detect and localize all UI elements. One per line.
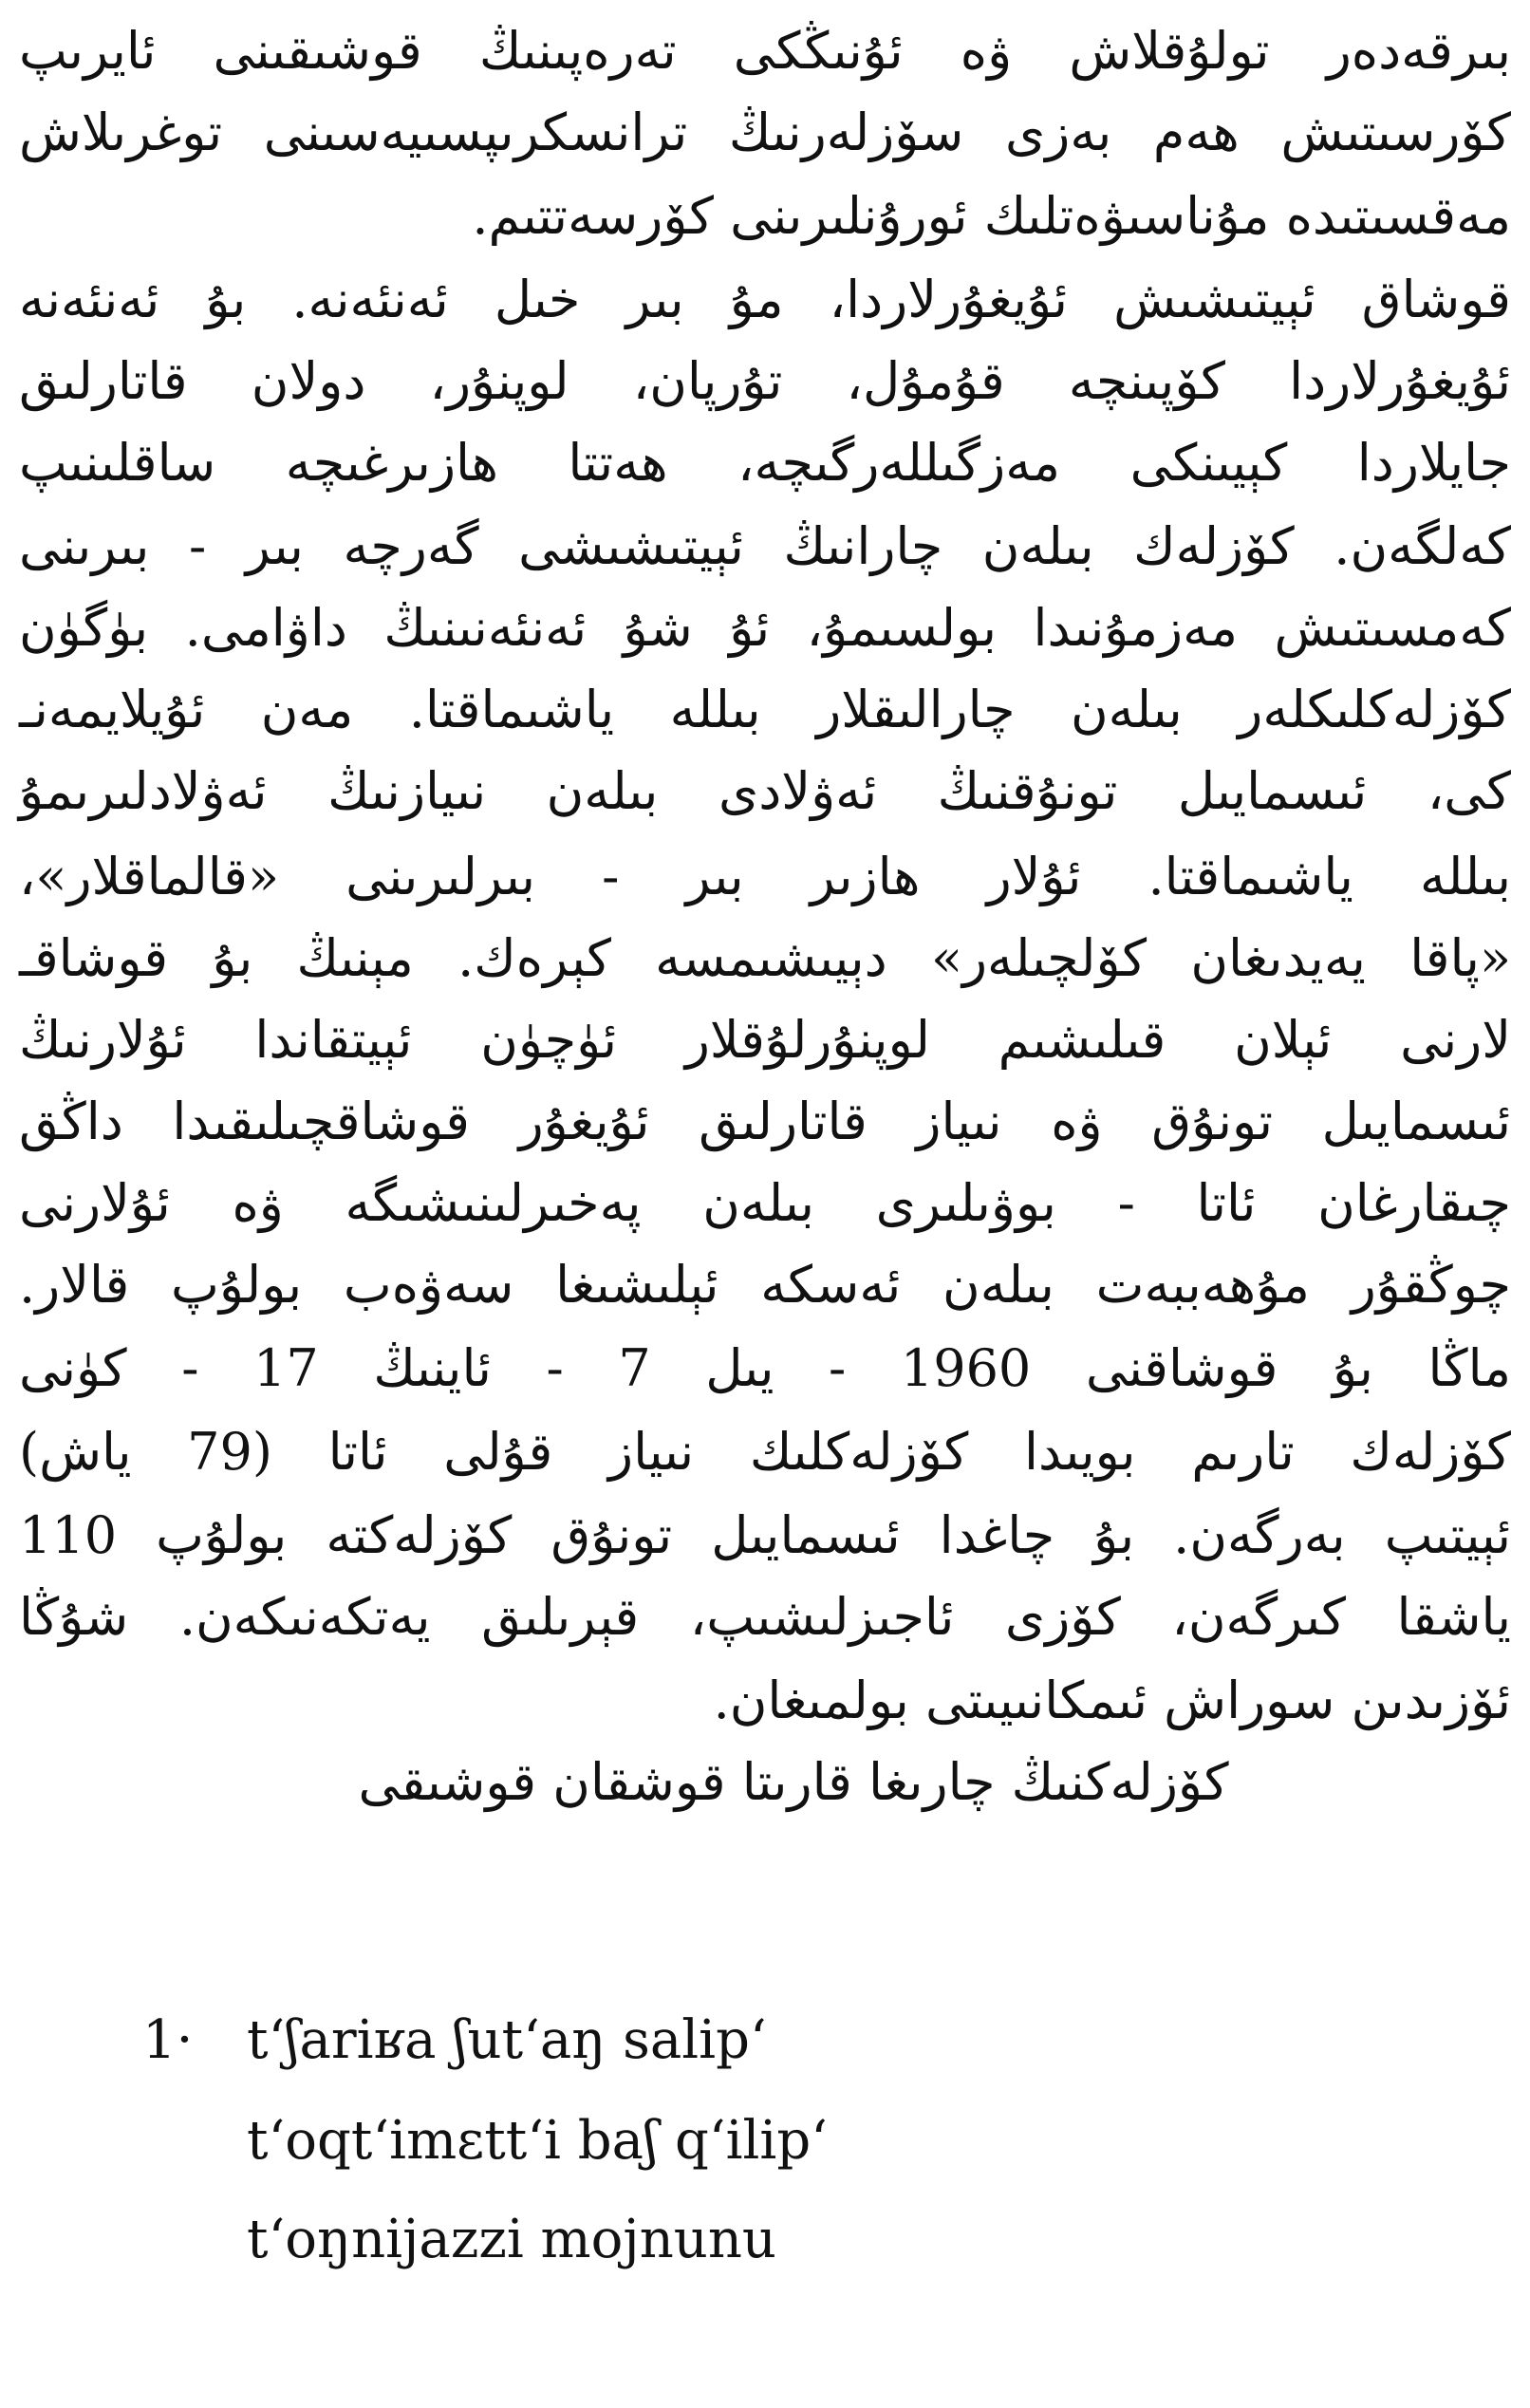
- text-line: ئۆزىدىن سوراش ئىمكانىيىتى بولمىغان.: [713, 1671, 1511, 1730]
- transliteration-line: [142, 2094, 828, 2189]
- transliteration-line: [142, 1993, 767, 2088]
- text-line: مەقسىتىدە مۇناسىۋەتلىك ئورۇنلىرىنى كۆرسەتتىم.: [472, 186, 1511, 246]
- verse-number: 1·: [142, 2009, 194, 2071]
- verse-text: t‘ʃariʁa ʃut‘aŋ salip‘: [247, 2009, 767, 2071]
- text-line: لارنى ئېلان قىلىشىم لوپنۇرلۇقلار ئۈچۈن ئېيتقاندا ئۇلارنىڭ: [19, 1010, 1511, 1070]
- text-line: ماڭا بۇ قوشاقنى 1960 - يىل 7 - ئاينىڭ 17 - كۈنى: [19, 1338, 1511, 1398]
- text-line: قوشاق ئېيتىشىش ئۇيغۇرلاردا، مۇ بىر خىل ئەنئەنە. بۇ ئەنئەنە: [19, 270, 1511, 329]
- text-line: ئىسمايىل تونۇق ۋە نىياز قاتارلىق ئۇيغۇر قوشاقچىلىقىدا داڭق: [19, 1092, 1511, 1151]
- text-line: بىللە ياشىماقتا. ئۇلار ھازىر بىر - بىرلىرىنى «قالماقلار»،: [19, 847, 1511, 906]
- text-line: كۆزلەك تارىم بويىدا كۆزلەكلىك نىياز قۇلى ئاتا (79 ياش): [19, 1422, 1511, 1482]
- text-line: «پاقا يەيدىغان كۆلچىلەر» دېيىشىمسە كېرەك. مېنىڭ بۇ قوشاقـ: [19, 928, 1511, 988]
- text-line: ياشقا كىرگەن، كۆزى ئاجىزلىشىپ، قېرىلىق يەتكەنىكەن. شۇڭا: [19, 1587, 1511, 1647]
- text-line: كەلگەن. كۆزلەك بىلەن چارانىڭ ئېيتىشىشى گەرچە بىر - بىرىنى: [19, 516, 1511, 576]
- text-line: بىرقەدەر تولۇقلاش ۋە ئۇنىڭكى تەرەپىنىڭ قوشىقىنى ئايرىپ: [19, 21, 1511, 81]
- verse-text: t‘oŋnijazzi mojnunu: [247, 2209, 776, 2270]
- text-line: ئۇيغۇرلاردا كۆپىنچە قۇمۇل، تۇرپان، لوپنۇر، دولان قاتارلىق: [19, 351, 1511, 411]
- verse-text: t‘oqt‘imɛtt‘i baʃ q‘ilip‘: [247, 2110, 828, 2172]
- text-line: كۆرسىتىش ھەم بەزى سۆزلەرنىڭ ترانسكرىپسىيەسىنى توغرىلاش: [19, 103, 1511, 162]
- text-line: ئېيتىپ بەرگەن. بۇ چاغدا ئىسمايىل تونۇق كۆزلەكتە بولۇپ 110: [19, 1505, 1511, 1565]
- section-title: كۆزلەكنىڭ چارىغا قارىتا قوشقان قوشىقى: [358, 1752, 1229, 1812]
- text-line: چىقارغان ئاتا - بوۋىلىرى بىلەن پەخىرلىنىشىگە ۋە ئۇلارنى: [19, 1173, 1511, 1233]
- text-line: كى، ئىسمايىل تونۇقنىڭ ئەۋلادى بىلەن نىيازنىڭ ئەۋلادلىرىمۇ: [19, 761, 1511, 821]
- text-line: كەمسىتىش مەزمۇنىدا بولسىمۇ، ئۇ شۇ ئەنئەنىنىڭ داۋامى. بۈگۈن: [19, 598, 1511, 658]
- text-line: چوڭقۇر مۇھەببەت بىلەن ئەسكە ئېلىشىغا سەۋەب بولۇپ قالار.: [19, 1255, 1511, 1315]
- text-line: جايلاردا كېيىنكى مەزگىللەرگىچە، ھەتتا ھازىرغىچە ساقلىنىپ: [19, 433, 1511, 493]
- transliteration-line: [142, 2193, 776, 2287]
- text-line: كۆزلەكلىكلەر بىلەن چارالىقلار بىللە ياشىماقتا. مەن ئۇيلايمەنـ: [19, 680, 1511, 739]
